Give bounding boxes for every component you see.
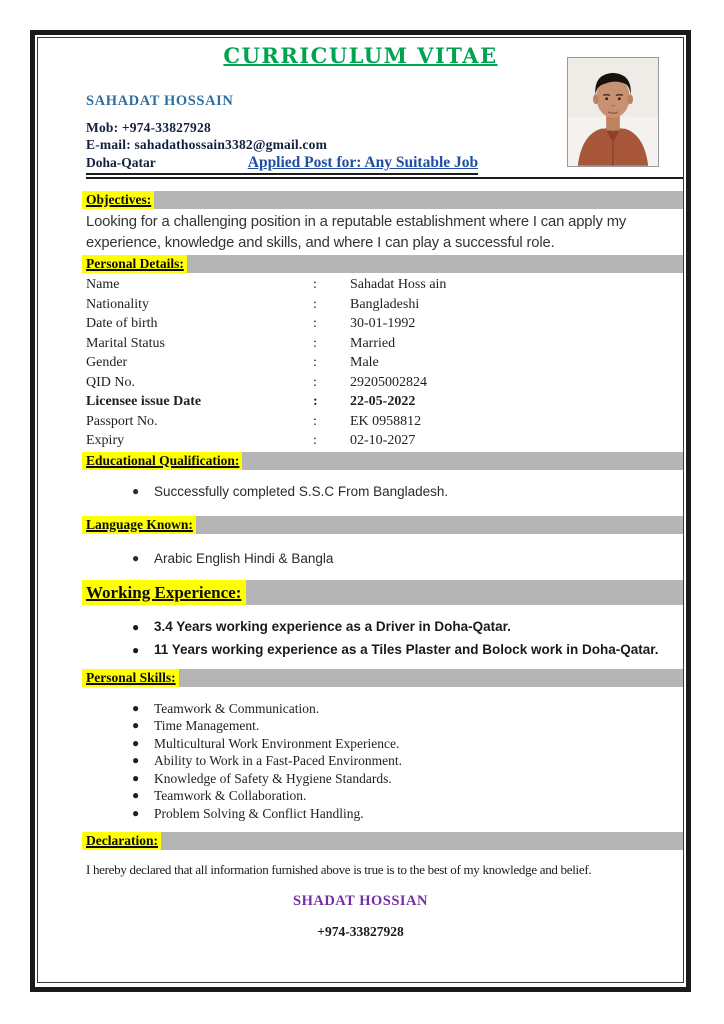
detail-colon: :: [313, 335, 317, 351]
bullet-icon: ●: [132, 619, 140, 634]
applied-post-text: Applied Post for: Any Suitable Job: [247, 154, 479, 171]
detail-label: Marital Status: [86, 335, 165, 351]
list-item: ● Teamwork & Communication.: [132, 700, 320, 716]
skills-list: [38, 700, 683, 823]
bullet-icon: ●: [132, 550, 140, 565]
detail-value: 29205002824: [350, 374, 427, 390]
bullet-icon: ●: [132, 718, 140, 733]
detail-colon: :: [313, 316, 317, 331]
detail-row: [86, 295, 683, 315]
bullet-icon: ●: [132, 483, 140, 498]
languages-list: [38, 550, 683, 567]
detail-value: Sahadat Hoss ain: [350, 277, 447, 292]
list-item: ● 11 Years working experience as a Tiles Plaster and Bolock work in Doha-Qatar.: [132, 641, 659, 657]
signature-name: SHADAT HOSSIAN: [293, 892, 428, 909]
detail-label: Passport No.: [86, 413, 158, 429]
detail-row: [86, 353, 683, 373]
bullet-icon: ●: [132, 735, 140, 750]
section-heading-personal-details: Personal Details:: [82, 255, 683, 273]
objectives-text: Looking for a challenging position in a reputable establishment where I can apply my experience, knowledge and skills, and where I can play a successful role.: [86, 214, 627, 251]
detail-colon: :: [313, 433, 317, 448]
detail-value: Married: [350, 335, 396, 351]
page-content: [37, 37, 684, 983]
detail-label: Name: [86, 277, 120, 292]
detail-label: Licensee issue Date: [86, 394, 202, 409]
mobile-line: Mob: +974-33827928: [86, 120, 211, 135]
bullet-icon: ●: [132, 788, 140, 803]
detail-value: 30-01-1992: [350, 316, 416, 331]
detail-row: [86, 373, 683, 393]
page-border-frame: [30, 30, 691, 992]
portrait-photo: [567, 57, 659, 167]
section-heading-languages: Language Known:: [82, 516, 683, 534]
detail-colon: :: [313, 413, 317, 429]
bullet-icon: ●: [132, 700, 140, 715]
bullet-icon: ●: [132, 770, 140, 785]
detail-value: Male: [350, 355, 379, 370]
detail-row: [86, 334, 683, 354]
bullet-icon: ●: [132, 806, 140, 821]
candidate-name: SAHADAT HOSSAIN: [86, 93, 234, 109]
detail-colon: :: [313, 296, 317, 312]
list-item: ● Time Management.: [132, 718, 260, 734]
detail-value: Bangladeshi: [350, 296, 420, 312]
detail-row-license: [86, 392, 683, 412]
detail-label: Nationality: [86, 296, 149, 312]
list-item: ● Successfully completed S.S.C From Bangladesh.: [132, 483, 449, 499]
list-item: ● Multicultural Work Environment Experience.: [132, 735, 400, 751]
detail-value: 22-05-2022: [350, 394, 416, 409]
portrait-photo-image: [568, 58, 658, 166]
detail-label: QID No.: [86, 374, 135, 390]
section-heading-education: Educational Qualification:: [82, 452, 683, 470]
page-title: CURRICULUM VITAE: [223, 43, 498, 68]
detail-row: [86, 431, 683, 451]
section-heading-experience: Working Experience:: [82, 580, 683, 605]
bullet-icon: ●: [132, 753, 140, 768]
experience-list: [38, 618, 683, 659]
detail-colon: :: [313, 355, 317, 370]
detail-row: [86, 314, 683, 334]
bullet-icon: ●: [132, 642, 140, 657]
list-item: ● Teamwork & Collaboration.: [132, 788, 307, 804]
section-heading-declaration: Declaration:: [82, 832, 683, 850]
detail-colon: :: [313, 374, 317, 390]
education-list: [38, 483, 683, 500]
section-heading-skills: Personal Skills:: [82, 669, 683, 687]
location-text: Doha-Qatar: [86, 155, 156, 170]
list-item: ● 3.4 Years working experience as a Driver in Doha-Qatar.: [132, 618, 511, 634]
declaration-text: I hereby declared that all information furnished above is true is to the best of my knowledge and belief.: [86, 861, 592, 877]
detail-colon: :: [313, 394, 318, 409]
detail-value: EK 0958812: [350, 413, 422, 429]
detail-label: Date of birth: [86, 316, 158, 331]
personal-details-table: [86, 275, 683, 451]
list-item: ● Problem Solving & Conflict Handling.: [132, 806, 364, 822]
email-line: E-mail: sahadathossain3382@gmail.com: [86, 137, 328, 152]
detail-value: 02-10-2027: [350, 433, 416, 448]
section-heading-objectives: Objectives:: [82, 191, 683, 209]
list-item: ● Ability to Work in a Fast-Paced Environment.: [132, 753, 403, 769]
list-item: ● Knowledge of Safety & Hygiene Standards.: [132, 770, 392, 786]
list-item: ● Arabic English Hindi & Bangla: [132, 550, 334, 566]
detail-colon: :: [313, 277, 317, 292]
detail-row: [86, 412, 683, 432]
detail-label: Expiry: [86, 433, 125, 448]
detail-row: [86, 275, 683, 295]
signature-phone: +974-33827928: [317, 923, 404, 939]
detail-label: Gender: [86, 355, 128, 370]
